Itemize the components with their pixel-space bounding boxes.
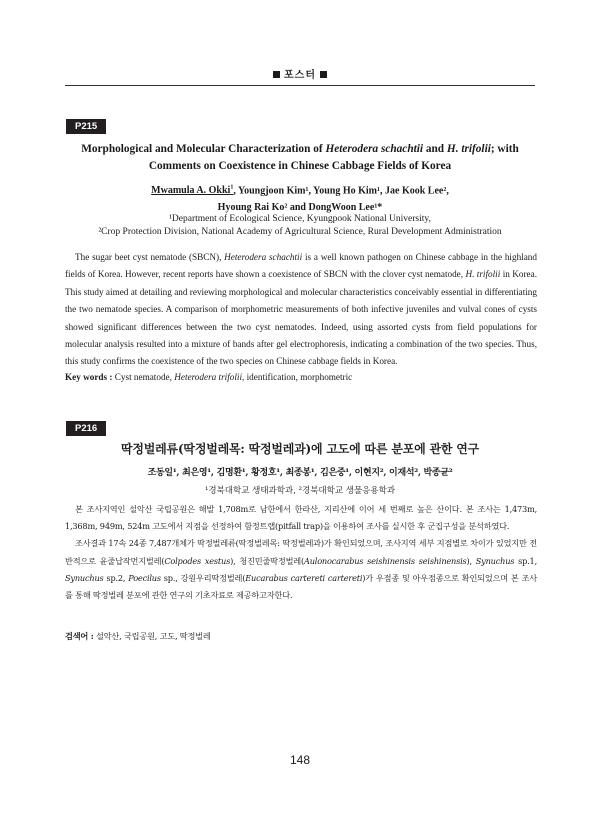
species-name: Heterodera schachtii [325,143,424,155]
species-name: Synuchus [475,555,515,566]
page-number: 148 [289,753,311,767]
abstract-text: sp.1, [514,555,537,566]
abstract-body [65,501,537,604]
affiliations [65,485,535,498]
species-name: Colpodes xestus [164,555,231,566]
keywords [65,370,535,384]
square-bullet-icon [273,71,280,78]
abstract-text: )가 우점종 및 아우점종으로 확인되었으며 본 조사를 통해 딱정벌레 분포에 관한 연구의 기초자료로 제공하고자한다. [65,572,537,601]
keywords [65,628,535,645]
abstract-body [65,249,537,371]
affiliation-line: ¹Department of Ecological Science, Kyungpook National University, [169,214,431,224]
author-sup: 1 [230,185,234,191]
species-name: Aulonocarabus seishinensis seishinensis [304,555,467,566]
abstract-code-badge: P215 [66,119,106,134]
author-list [65,180,535,216]
author-list [65,465,535,482]
abstract-text: 조사결과 17속 24종 7,487개체가 딱정벌레류(딱정벌레목: 딱정벌레과)가 확인되었으며, 조사지역 세부 지점별로 차이가 있었지만 전반적으로 윤줄납작먼지벌레( [65,538,537,566]
header-rule [65,85,535,86]
abstract-text: in Korea. This study aimed at detailing and reviewing morphological and molecular characteristics conceivably essential in differentiating the two nematode species. A comparison of morphometric measurements of both infective juveniles and vulval cones of cysts showed significant differences between the two cyst nematodes. Indeed, using assorted cysts from field populations for molecular analysis resulted into a mixture of bands after gel electrophoresis, indicating a combination of the two species. Thus, this study confirms the coexistence of the two species on Chinese cabbage fields in Korea. [65,269,537,367]
square-bullet-icon [320,71,327,78]
abstract-title [65,141,535,175]
section-header [0,66,600,81]
keywords-text: Cyst nematode, [112,372,175,382]
section-label: 포스터 [284,70,316,81]
species-name: Eucarabus cartereti cartereti [245,572,363,583]
paragraph [65,535,537,604]
species-name: Heterodera trifolii [174,372,243,382]
paragraph: 본 조사지역인 설악산 국립공원은 해발 1,708m로 남한에서 한라산, 지리산에 이어 세 번째로 높은 산이다. 본 조사는 1,473m, 1,368m, 949m, 524m 고도에서 지점을 선정하여 함정트랩(pitfall trap)을 이용하여 조사를 실시한 후 군집구성을 분석하였다. [65,504,537,532]
title-text: Morphological and Molecular Characterization of [81,143,326,155]
abstract-text: sp.2, [103,572,129,583]
species-name: Poecilus [128,572,161,583]
species-name: Synuchus [65,572,104,583]
keywords-text: , identification, morphometric [242,372,353,382]
title-text: and [423,143,447,155]
affiliations [65,213,535,238]
affiliation-line: ²Crop Protection Division, National Academy of Agricultural Science, Rural Development Administration [98,226,502,237]
keywords-label: 검색어 : [65,631,94,641]
affiliation-line: ¹경북대학교 생태과학과, ²경북대학교 생물응용학과 [204,486,396,496]
title-text: Comments on Coexistence in Chinese Cabbage Fields of Korea [148,160,452,172]
abstract-text: The sugar beet cyst nematode (SBCN), [75,252,225,262]
species-name: Heterodera schachtii [224,252,303,262]
abstract-text: sp., 강원우리딱정벌레( [160,572,246,583]
abstract-code-badge: P216 [66,421,106,436]
species-name: H. trifolii [446,143,491,155]
keywords-text: 설악산, 국립공원, 고도, 딱정벌레 [93,631,211,641]
abstract-title: 딱정벌레류(딱정벌레목: 딱정벌레과)에 고도에 따른 분포에 관한 연구 [120,442,480,456]
author-names: Hyoung Rai Ko² and DongWoon Lee¹* [217,202,383,214]
keywords-label: Key words : [65,372,113,382]
abstract-text: ), [466,555,476,566]
title-text: ; with [490,143,519,155]
author-names: 조동일¹, 최은영¹, 김명환¹, 황정호¹, 최종봉¹, 김은중¹, 이현지², 이재석², 박종균² [147,468,453,478]
species-name: H. trifolii [465,269,501,280]
abstract-text: ), 청진민줄딱정벌레( [230,555,304,566]
abstract-text: is a well known pathogen on Chinese cabbage in the highland fields of Korea. However, recent reports have shown a coexistence of SBCN with the clover cyst nematode, [65,252,537,280]
author-names: , Youngjoon Kim¹, Young Ho Kim¹, Jae Kook Lee², [233,185,449,197]
presenting-author: Mwamula A. Okki [151,185,231,197]
